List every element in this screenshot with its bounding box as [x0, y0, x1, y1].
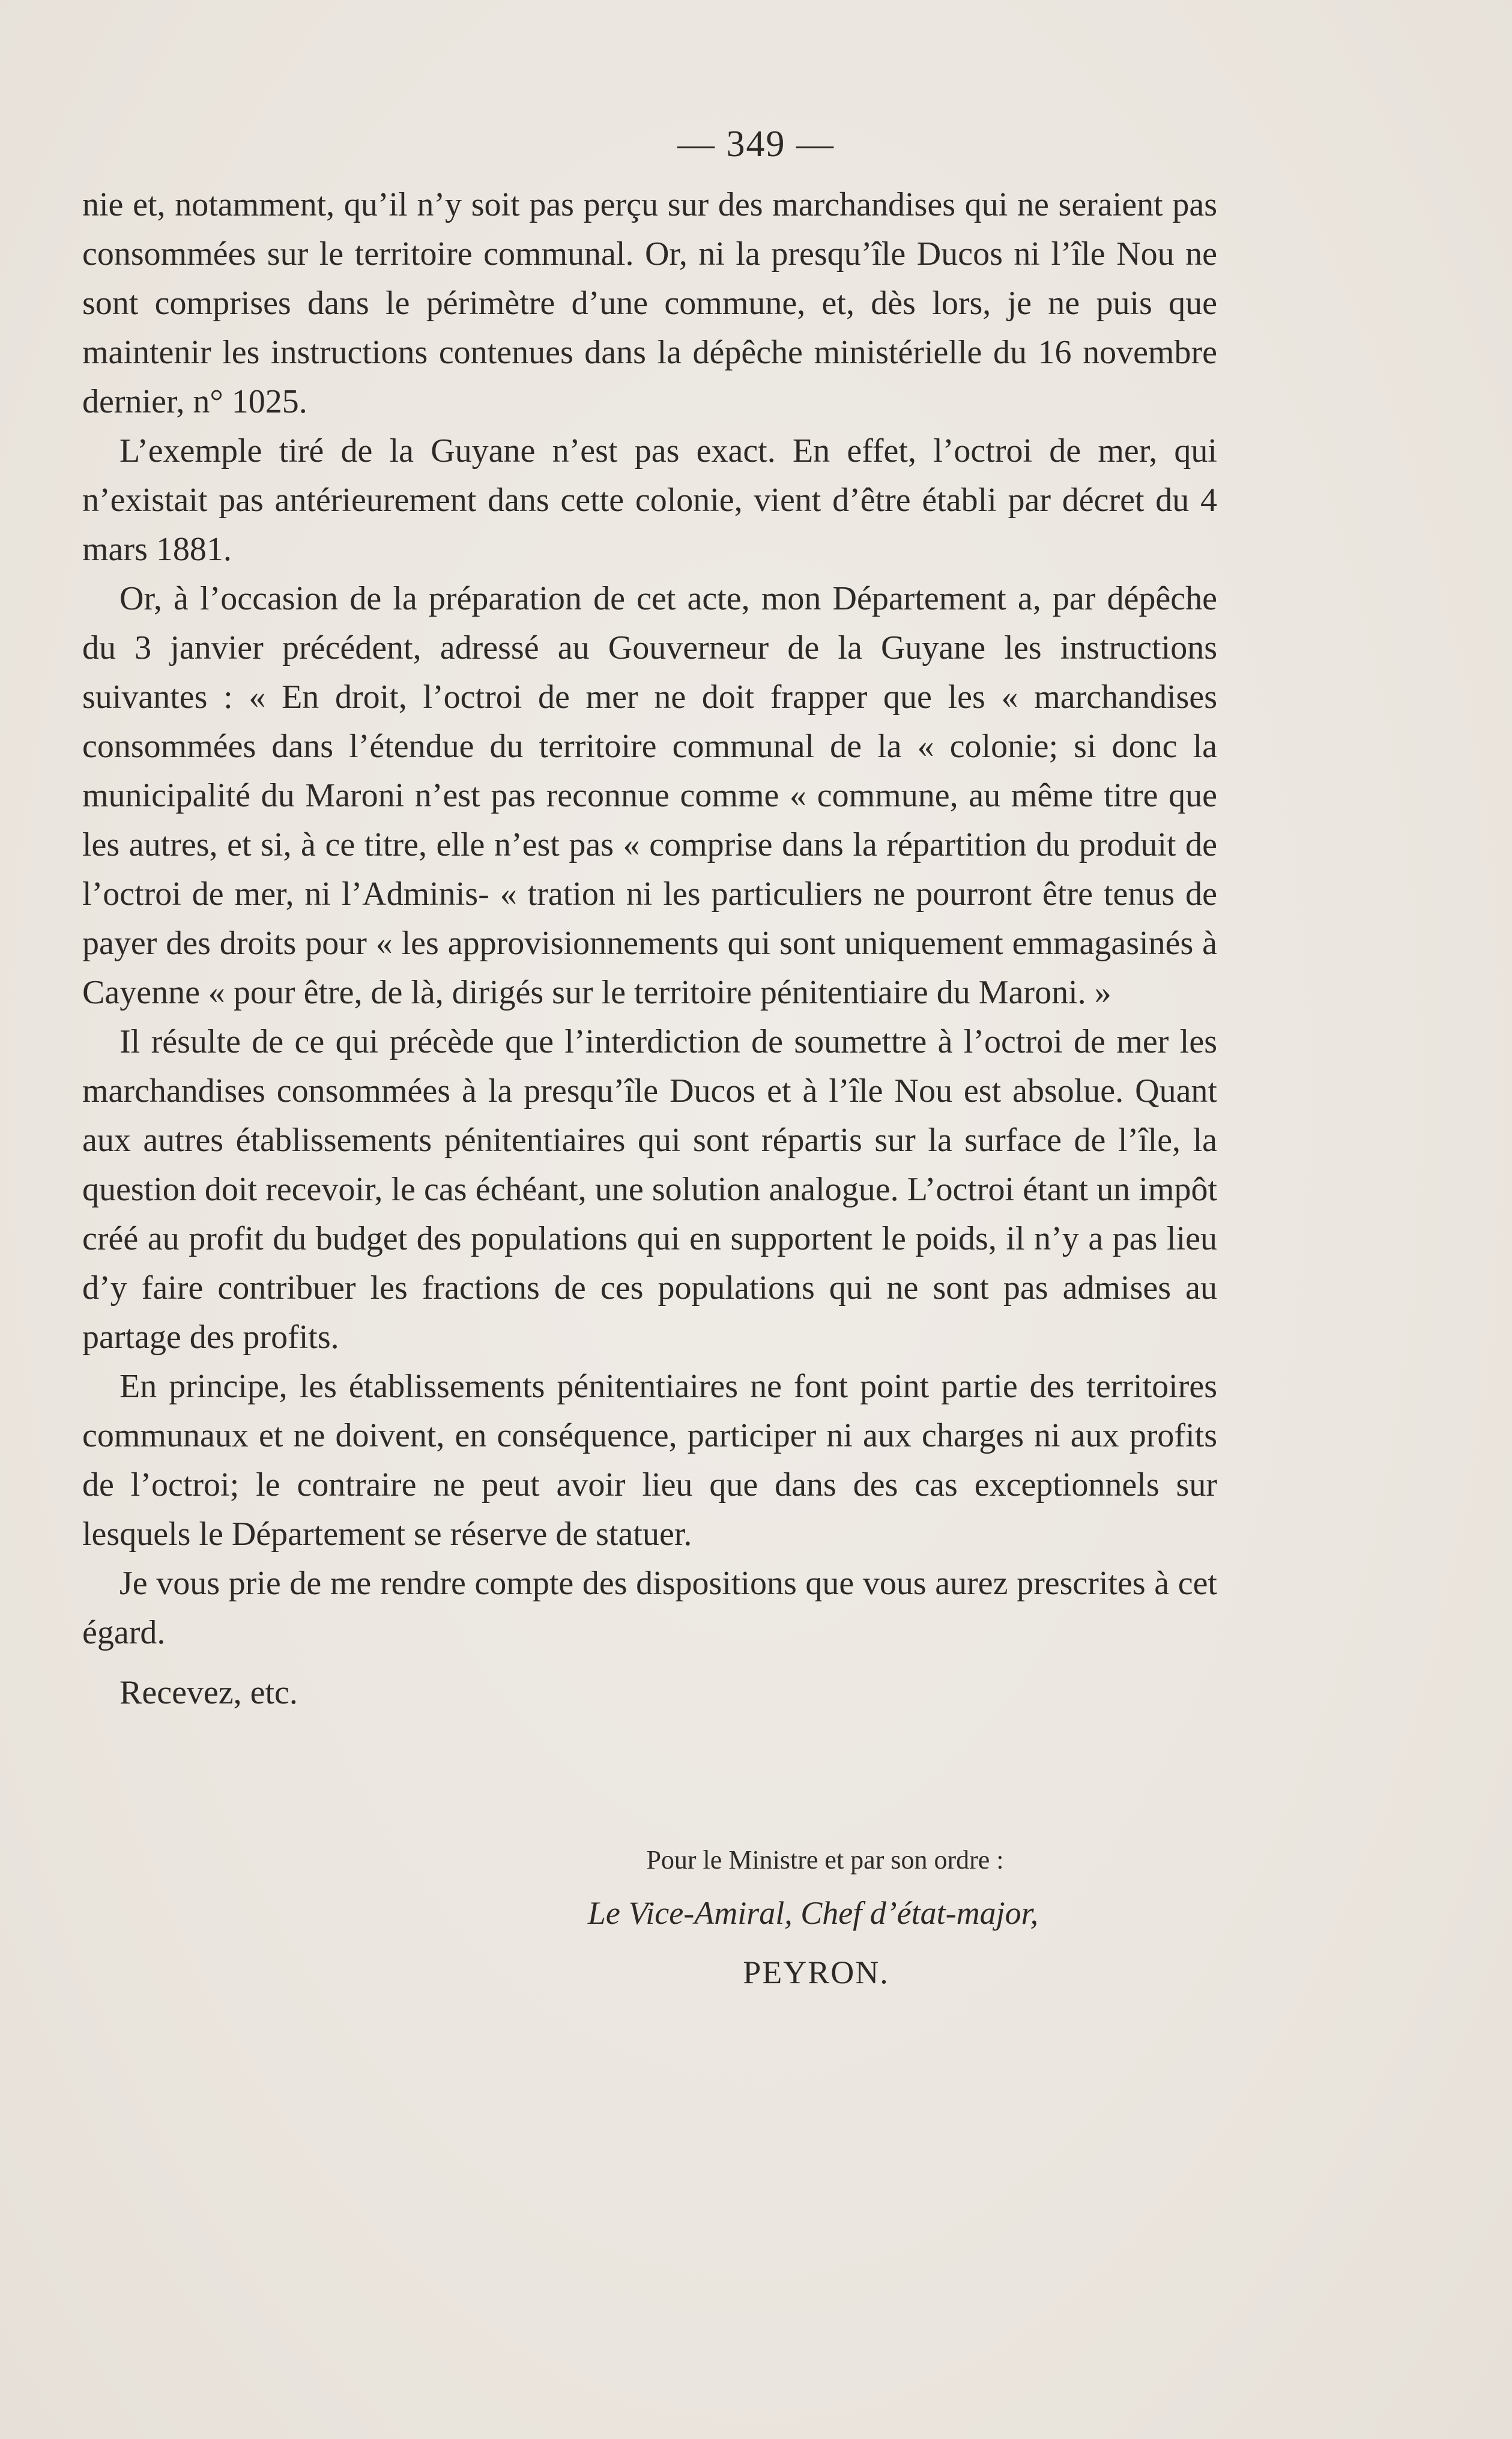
signature-title: Le Vice-Amiral, Chef d’état-major,: [587, 1895, 1039, 1931]
paragraph-instructions-quote: Or, à l’occasion de la préparation de cet acte, mon Département a, par dépêche du 3 janvier précédent, adressé au Gouverneur de la Guyane les instructions suivantes : « En droit, l’octroi de mer ne doit frapper que les « marchandises consommées dans l’étendue du territoire communal de la « colonie; si donc la municipalité du Maroni n’est pas reconnue comme « commune, au même titre que les autres, et si, à ce titre, elle n’est pas « comprise dans la répartition du produit de l’octroi de mer, ni l’Adminis- « tration ni les particuliers ne pourront être tenus de payer des droits pour « les approvisionnements qui sont uniquement emmagasinés à Cayenne « pour être, de là, dirigés sur le territoire pénitentiaire du Maroni. »: [82, 580, 1217, 1011]
page-number: — 349 —: [677, 124, 835, 165]
paragraph-principle: En principe, les établissements pénitentiaires ne font point partie des territoires communaux et ne doivent, en conséquence, participer ni aux charges ni aux profits de l’octroi; le contraire ne peut avoir lieu que dans des cas exceptionnels sur lesquels le Département se réserve de statuer.: [82, 1368, 1217, 1553]
paragraph-closing: Recevez, etc.: [119, 1674, 298, 1711]
signature-name: PEYRON.: [743, 1954, 889, 1990]
body-text: [82, 180, 1217, 1717]
signature-preamble: Pour le Ministre et par son ordre :: [646, 1845, 1004, 1875]
paragraph-guyane-example: L’exemple tiré de la Guyane n’est pas exact. En effet, l’octroi de mer, qui n’existait pas antérieurement dans cette colonie, vient d’être établi par décret du 4 mars 1881.: [82, 432, 1217, 568]
paragraph-request: Je vous prie de me rendre compte des dispositions que vous aurez prescrites à cet égard.: [82, 1565, 1217, 1651]
paragraph-continuation: nie et, notamment, qu’il n’y soit pas perçu sur des marchandises qui ne seraient pas consommées sur le territoire communal. Or, ni la presqu’île Ducos ni l’île Nou ne sont comprises dans le périmètre d’une commune, et, dès lors, je ne puis que maintenir les instructions contenues dans la dépêche ministérielle du 16 novembre dernier, n° 1025.: [82, 186, 1217, 420]
paragraph-conclusion: Il résulte de ce qui précède que l’interdiction de soumettre à l’octroi de mer les marchandises consommées à la presqu’île Ducos et à l’île Nou est absolue. Quant aux autres établissements pénitentiaires qui sont répartis sur la surface de l’île, la question doit recevoir, le cas échéant, une solution analogue. L’octroi étant un impôt créé au profit du budget des populations qui en supportent le poids, il n’y a pas lieu d’y faire contribuer les fractions de ces populations qui ne sont pas admises au partage des profits.: [82, 1023, 1217, 1356]
